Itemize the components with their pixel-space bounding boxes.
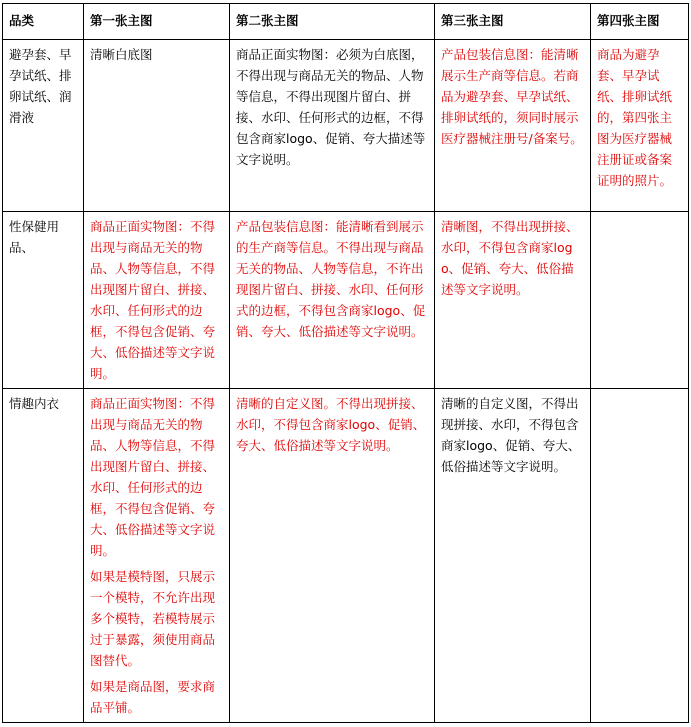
cell-text: 商品为避孕套、早孕试纸、排卵试纸的，第四张主图为医疗器械注册证或备案证明的照片。	[597, 47, 673, 188]
image-2-cell	[230, 389, 435, 723]
cell-text: 产品包装信息图：能清晰展示生产商等信息。若商品为避孕套、早孕试纸、排卵试纸的，须同时展示医疗器械注册号/备案号。	[441, 47, 583, 146]
cell-text: 如果是模特图，只展示一个模特，不允许出现多个模特，若模特展示过于暴露，须使用商品图替代。	[90, 569, 216, 668]
header-category: 品类	[3, 4, 84, 40]
image-4-cell	[591, 40, 689, 212]
image-3-cell	[435, 40, 591, 212]
table-row	[3, 212, 689, 389]
category-cell: 情趣内衣	[3, 389, 84, 723]
table-row	[3, 389, 689, 723]
header-row	[3, 4, 689, 40]
image-4-cell	[591, 389, 689, 723]
cell-text: 清晰的自定义图。不得出现拼接、水印，不得包含商家logo、促销、夸大、低俗描述等文字说明。	[236, 396, 426, 453]
header-image-4: 第四张主图	[591, 4, 689, 40]
image-3-cell	[435, 389, 591, 723]
table-row	[3, 40, 689, 212]
cell-text: 清晰图，不得出现拼接、水印，不得包含商家logo、促销、夸大、低俗描述等文字说明。	[441, 219, 579, 297]
header-image-1: 第一张主图	[84, 4, 230, 40]
cell-text: 商品正面实物图：不得出现与商品无关的物品、人物等信息，不得出现图片留白、拼接、水印、任何形式的边框，不得包含促销、夸大、低俗描述等文字说明。	[90, 219, 216, 381]
category-cell: 性保健用品、	[3, 212, 84, 389]
image-3-cell	[435, 212, 591, 389]
header-image-3: 第三张主图	[435, 4, 591, 40]
cell-text: 清晰的自定义图，不得出现拼接、水印，不得包含商家logo、促销、夸大、低俗描述等文字说明。	[441, 396, 581, 474]
image-1-cell	[84, 389, 230, 723]
header-image-2: 第二张主图	[230, 4, 435, 40]
cell-text: 如果是商品图，要求商品平铺。	[90, 679, 216, 715]
image-1-cell	[84, 212, 230, 389]
cell-text: 商品正面实物图：必须为白底图，不得出现与商品无关的物品、人物等信息，不得出现图片留白、拼接、水印、任何形式的边框，不得包含商家logo、促销、夸大描述等文字说明。	[236, 47, 426, 167]
image-4-cell	[591, 212, 689, 389]
cell-text: 商品正面实物图：不得出现与商品无关的物品、人物等信息，不得出现图片留白、拼接、水印、任何形式的边框，不得包含促销、夸大、低俗描述等文字说明。	[90, 396, 216, 558]
cell-text: 清晰白底图	[90, 47, 153, 62]
main-image-rules-table	[2, 3, 689, 723]
category-cell: 避孕套、早孕试纸、排卵试纸、润滑液	[3, 40, 84, 212]
image-2-cell	[230, 212, 435, 389]
image-2-cell	[230, 40, 435, 212]
image-1-cell	[84, 40, 230, 212]
cell-text: 产品包装信息图：能清晰看到展示的生产商等信息。不得出现与商品无关的物品、人物等信息，不许出现图片留白、拼接、水印、任何形式的边框，不得包含商家logo、促销、夸大、低俗描述等文字说明。	[236, 219, 426, 339]
